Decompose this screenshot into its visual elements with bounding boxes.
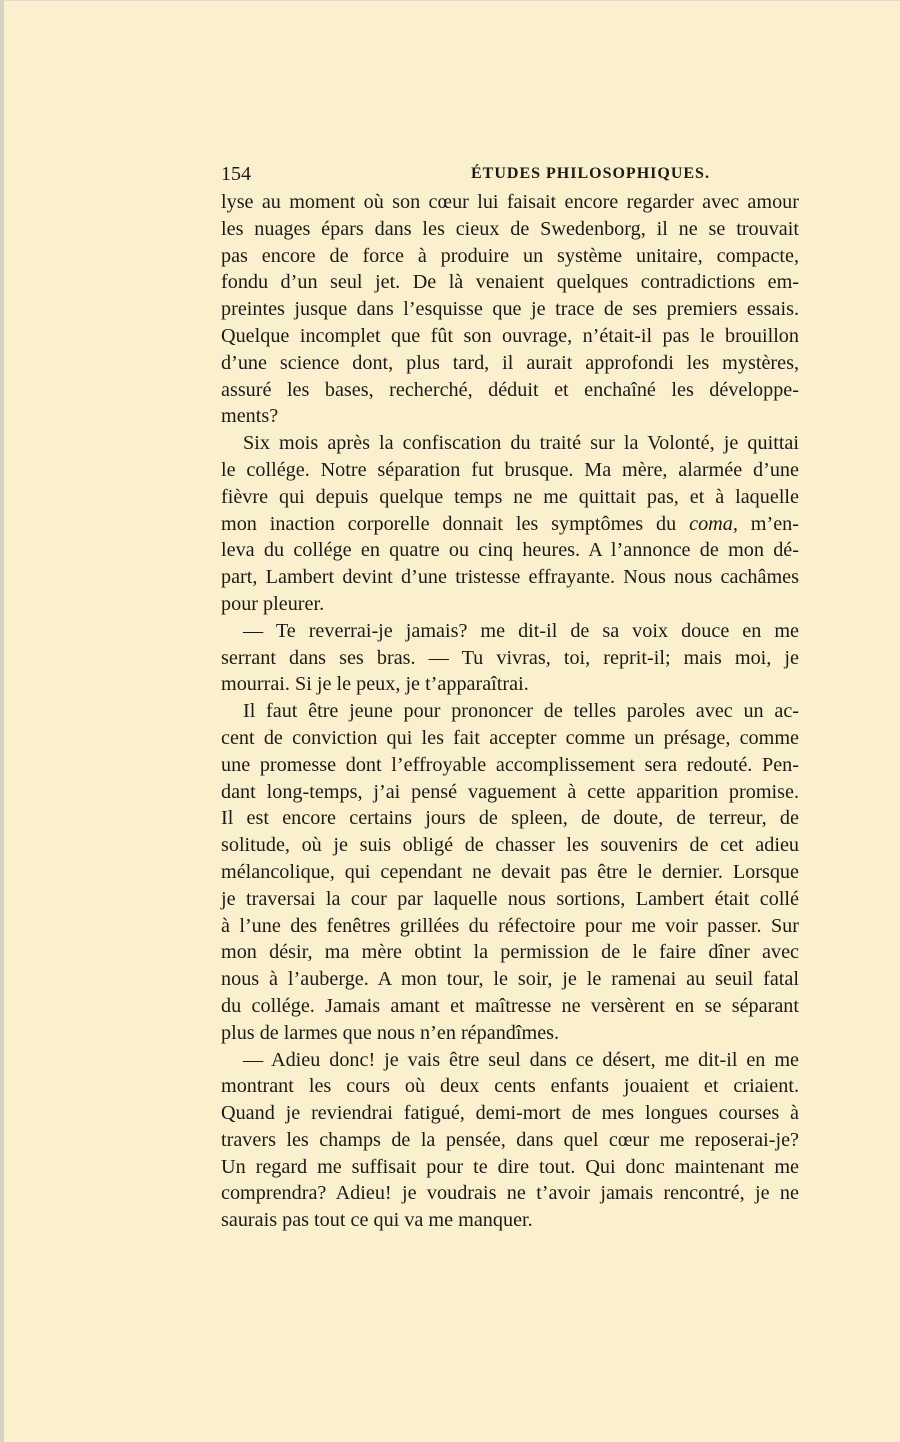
text-line: Quelque incomplet que fût son ouvrage, n’était-il pas le brouillon (221, 324, 799, 347)
text-line: serrant dans ses bras. — Tu vivras, toi, reprit-il; mais moi, je (221, 646, 799, 669)
text-line: je traversai la cour par laquelle nous sortions, Lambert était collé (221, 887, 799, 910)
paragraph-3 (221, 618, 799, 698)
text-line: ments? (221, 405, 279, 428)
text-line: Quand je reviendrai fatigué, demi-mort de mes longues courses à (221, 1102, 799, 1125)
text-line: les nuages épars dans les cieux de Swedenborg, il ne se trouvait (221, 217, 799, 240)
text-line: le collége. Notre séparation fut brusque. Ma mère, alarmée d’une (221, 458, 799, 481)
text-line: une promesse dont l’effroyable accomplissement sera redouté. Pen- (221, 753, 799, 776)
text-line: du collége. Jamais amant et maîtresse ne versèrent en se séparant (221, 994, 799, 1017)
text-line: mon désir, ma mère obtint la permission de le faire dîner avec (221, 941, 799, 964)
text-line: travers les champs de la pensée, dans quel cœur me reposerai-je? (221, 1128, 799, 1151)
text-line: part, Lambert devint d’une tristesse effrayante. Nous nous cachâmes (221, 566, 799, 589)
text-line: — Adieu donc! je vais être seul dans ce désert, me dit-il en me (243, 1048, 799, 1071)
text-line: mélancolique, qui cependant ne devait pas être le dernier. Lorsque (221, 860, 799, 883)
text-line: Il est encore certains jours de spleen, de doute, de terreur, de (221, 807, 799, 830)
text-line: nous à l’auberge. A mon tour, le soir, je le ramenai au seuil fatal (221, 968, 799, 991)
text-block (221, 163, 799, 1234)
text-fragment: mon inaction corporelle donnait les symptômes du (221, 512, 690, 535)
running-head-title: ÉTUDES PHILOSOPHIQUES. (471, 165, 710, 182)
text-line: Six mois après la confiscation du traité sur la Volonté, je quittai (243, 432, 799, 455)
text-line: solitude, où je suis obligé de chasser les souvenirs de cet adieu (221, 834, 799, 857)
text-line: fièvre qui depuis quelque temps ne me quittait pas, et à laquelle (221, 485, 799, 508)
text-line: saurais pas tout ce qui va me manquer. (221, 1209, 533, 1232)
text-line: cent de conviction qui les fait accepter comme un présage, comme (221, 726, 799, 749)
text-fragment: m’en- (737, 512, 800, 535)
text-line: assuré les bases, recherché, déduit et enchaîné les développe- (221, 378, 799, 401)
text-line: pas encore de force à produire un système unitaire, compacte, (221, 244, 799, 267)
text-line: dant long-temps, j’ai pensé vaguement à cette apparition promise. (221, 780, 799, 803)
text-line: fondu d’un seul jet. De là venaient quelques contradictions em- (221, 271, 799, 294)
page-number: 154 (221, 163, 251, 185)
text-line: — Te reverrai-je jamais? me dit-il de sa voix douce en me (243, 619, 799, 642)
text-line: preintes jusque dans l’esquisse que je trace de ses premiers essais. (221, 298, 799, 321)
text-line: comprendra? Adieu! je voudrais ne t’avoir jamais rencontré, je ne (221, 1182, 799, 1205)
text-line: montrant les cours où deux cents enfants jouaient et criaient. (221, 1075, 799, 1098)
paragraph-2 (221, 430, 799, 618)
text-line: Un regard me suffisait pour te dire tout. Qui donc maintenant me (221, 1155, 799, 1178)
italic-word: coma, (689, 512, 738, 535)
text-line: à l’une des fenêtres grillées du réfectoire pour me voir passer. Sur (221, 914, 799, 937)
text-line: pour pleurer. (221, 592, 325, 615)
text-line: Il faut être jeune pour prononcer de telles paroles avec un ac- (243, 700, 799, 723)
text-line: plus de larmes que nous n’en répandîmes. (221, 1021, 560, 1044)
paragraph-5 (221, 1047, 799, 1235)
text-line-with-italic (221, 511, 799, 538)
text-line: leva du collége en quatre ou cinq heures. A l’annonce de mon dé- (221, 539, 799, 562)
paragraph-1 (221, 189, 799, 430)
text-line: d’une science dont, plus tard, il aurait approfondi les mystères, (221, 351, 799, 374)
text-line: mourrai. Si je le peux, je t’apparaîtrai. (221, 673, 529, 696)
paragraph-4 (221, 698, 799, 1046)
running-head (221, 163, 799, 189)
text-line: lyse au moment où son cœur lui faisait encore regarder avec amour (221, 191, 799, 213)
